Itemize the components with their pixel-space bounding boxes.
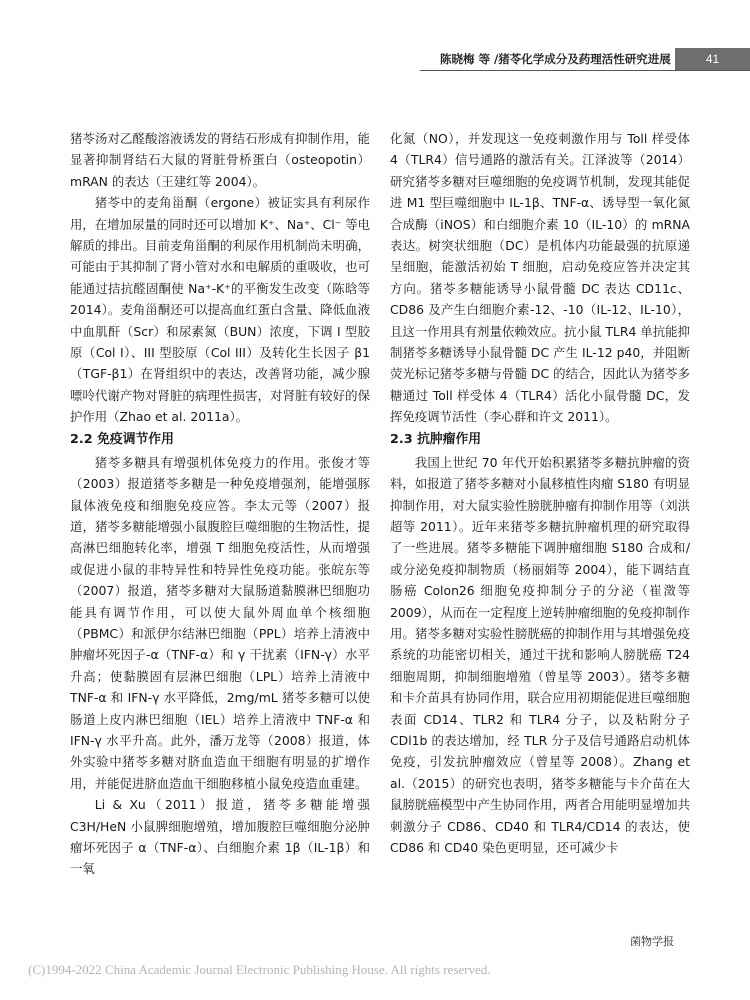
journal-name: 菌物学报 bbox=[630, 935, 674, 948]
right-column bbox=[390, 128, 690, 858]
copyright-watermark: (C)1994-2022 China Academic Journal Electronic Publishing House. All rights reserved. bbox=[28, 962, 491, 977]
paragraph: 猪苓多糖具有增强机体免疫力的作用。张俊才等（2003）报道猪苓多糖是一种免疫增强剂，能增强豚鼠体液免疫和细胞免疫应答。李太元等（2007）报道，猪苓多糖能增强小鼠腹腔巨噬细胞的生物活性，提高淋巴细胞转化率，增强 T 细胞免疫活性，从而增强或促进小鼠的非特异性和特异性免疫功能。张皖东等（2007）报道，猪苓多糖对大鼠肠道黏膜淋巴细胞功能具有调节作用，可以使大鼠外周血单个核细胞（PBMC）和派伊尔结淋巴细胞（PPL）培养上清液中肿瘤坏死因子-α（TNF-α）和 γ 干扰素（IFN-γ）水平升高；使黏膜固有层淋巴细胞（LPL）培养上清液中 TNF-α 和 IFN-γ 水平降低，2mg/mL 猪苓多糖可以使肠道上皮内淋巴细胞（IEL）培养上清液中 TNF-α 和 IFN-γ 水平升高。此外，潘万龙等（2008）报道，体外实验中猪苓多糖对脐血造血干细胞有明显的扩增作用，并能促进脐血造血干细胞移植小鼠免疫造血重建。 bbox=[70, 454, 370, 791]
left-column bbox=[70, 128, 370, 880]
section-heading: 2.3 抗肿瘤作用 bbox=[390, 431, 482, 447]
paragraph: Li & Xu（2011）报道，猪苓多糖能增强 C3H/HeN 小鼠脾细胞增殖，增加腹腔巨噬细胞分泌肿瘤坏死因子 α（TNF-α）、白细胞介素 1β（IL-1β）和一氧 bbox=[70, 797, 370, 877]
page-number: 41 bbox=[675, 48, 750, 70]
running-header bbox=[0, 48, 750, 74]
running-title: 陈晓梅 等 /猪苓化学成分及药理活性研究进展 bbox=[440, 52, 671, 66]
paragraph: 猪苓汤对乙醛酸溶液诱发的肾结石形成有抑制作用，能显著抑制肾结石大鼠的肾脏骨桥蛋白（osteopotin）mRAN 的表达（王建红等 2004）。 bbox=[70, 131, 370, 189]
paragraph: 我国上世纪 70 年代开始积累猪苓多糖抗肿瘤的资料，如报道了猪苓多糖对小鼠移植性肉瘤 S180 有明显抑制作用，对大鼠实验性膀胱肿瘤有抑制作用等（刘洪超等 2011）。近年来猪苓多糖抗肿瘤机理的研究取得了一些进展。猪苓多糖能下调肿瘤细胞 S180 合成和/或分泌免疫抑制物质（杨丽娟等 2004），能下调结直肠癌 Colon26 细胞免疫抑制分子的分泌（崔澂等 2009），从而在一定程度上逆转肿瘤细胞的免疫抑制作用。猪苓多糖对实验性膀胱癌的抑制作用与其增强免疫系统的功能密切相关，通过干扰和影响人膀胱癌 T24 细胞周期，抑制细胞增殖（曾星等 2003）。猪苓多糖和卡介苗具有协同作用，联合应用初期能促进巨噬细胞表面 CD14、TLR2 和 TLR4 分子，以及粘附分子 CDl1b 的表达增加，经 TLR 分子及信号通路启动机体免疫，引发抗肿瘤效应（曾星等 2008）。Zhang et al.（2015）的研究也表明，猪苓多糖能与卡介苗在大鼠膀胱癌模型中产生协同作用，两者合用能明显增加共刺激分子 CD86、CD40 和 TLR4/CD14 的表达，使 CD86 和 CD40 染色更明显，还可减少卡 bbox=[390, 454, 690, 855]
paragraph: 猪苓中的麦角甾酮（ergone）被证实具有利尿作用，在增加尿量的同时还可以增加 K⁺、Na⁺、Cl⁻ 等电解质的排出。目前麦角甾酮的利尿作用机制尚未明确，可能由于其抑制了肾小管对水和电解质的重吸收，也可能通过拮抗醛固酮使 Na⁺-K⁺的平衡发生改变（陈晗等 2014）。麦角甾酮还可以提高血红蛋白含量、降低血液中血肌酐（Scr）和尿素氮（BUN）浓度，下调 I 型胶原（Col I）、III 型胶原（Col III）及转化生长因子 β1（TGF-β1）在肾组织中的表达，改善肾功能，减少腺嘌呤代谢产物对肾脏的病理性损害，对肾脏有较好的保护作用（Zhao et al. 2011a）。 bbox=[70, 195, 371, 425]
header-rule bbox=[420, 70, 750, 71]
paragraph: 化氮（NO），并发现这一免疫刺激作用与 Toll 样受体 4（TLR4）信号通路的激活有关。江泽波等（2014）研究猪苓多糖对巨噬细胞的免疫调节机制，发现其能促进 M1 型巨噬细胞中 IL-1β、TNF-α、诱导型一氧化氮合成酶（iNOS）和白细胞介素 10（IL-10）的 mRNA 表达。树突状细胞（DC）是机体内功能最强的抗原递呈细胞，能激活初始 T 细胞，启动免疫应答并决定其方向。猪苓多糖能诱导小鼠骨髓 DC 表达 CD11c、CD86 及产生白细胞介素-12、-10（IL-12、IL-10），且这一作用具有剂量依赖效应。抗小鼠 TLR4 单抗能抑制猪苓多糖诱导小鼠骨髓 DC 产生 IL-12 p40，并阻断荧光标记猪苓多糖与骨髓 DC 的结合，因此认为猪苓多糖通过 Toll 样受体 4（TLR4）活化小鼠骨髓 DC，发挥免疫调节活性（李心群和许文 2011）。 bbox=[390, 131, 690, 425]
section-heading: 2.2 免疫调节作用 bbox=[70, 431, 174, 447]
